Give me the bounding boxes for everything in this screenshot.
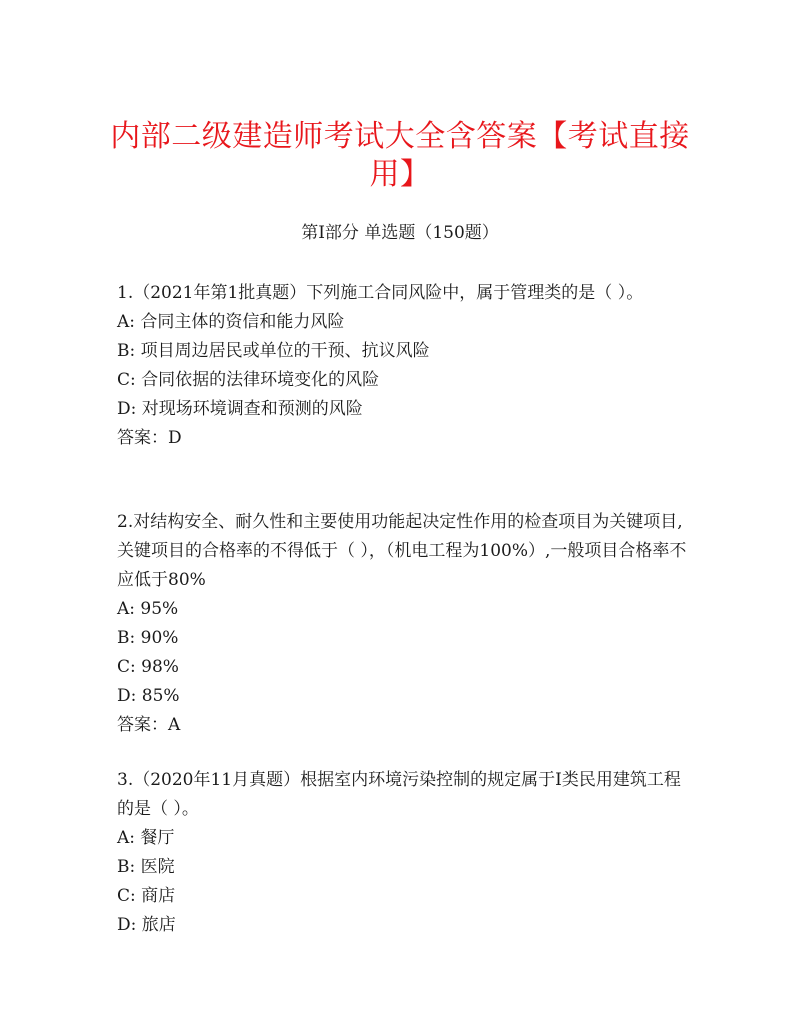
question-3 (117, 766, 687, 940)
option-d: D: 对现场环境调查和预测的风险 (117, 399, 363, 419)
option-a: A: 合同主体的资信和能力风险 (117, 312, 345, 332)
option-d: D: 85% (117, 686, 180, 706)
option-b: B: 项目周边居民或单位的干预、抗议风险 (117, 341, 430, 361)
option-a: A: 餐厅 (117, 828, 175, 848)
option-c: C: 98% (117, 657, 179, 677)
question-1 (117, 279, 687, 453)
option-b: B: 90% (117, 628, 179, 648)
document-title: 内部二级建造师考试大全含答案【考试直接用】 (110, 119, 690, 192)
option-a: A: 95% (117, 599, 179, 619)
question-stem: 2.对结构安全、耐久性和主要使用功能起决定性作用的检查项目为关键项目,关键项目的合格率的不得低于（ ），（机电工程为100%）,一般项目合格率不应低于80% (117, 512, 687, 590)
section-heading: 第I部分 单选题（150题） (301, 223, 499, 243)
answer: 答案：D (117, 428, 182, 448)
answer: 答案：A (117, 715, 181, 735)
question-2 (117, 508, 687, 740)
option-c: C: 商店 (117, 886, 176, 906)
option-c: C: 合同依据的法律环境变化的风险 (117, 370, 380, 390)
option-d: D: 旅店 (117, 915, 176, 935)
question-stem: 3.（2020年11月真题）根据室内环境污染控制的规定属于I类民用建筑工程的是（ ）。 (117, 770, 681, 819)
question-stem: 1.（2021年第1批真题）下列施工合同风险中，属于管理类的是（ ）。 (117, 283, 644, 303)
option-b: B: 医院 (117, 857, 175, 877)
